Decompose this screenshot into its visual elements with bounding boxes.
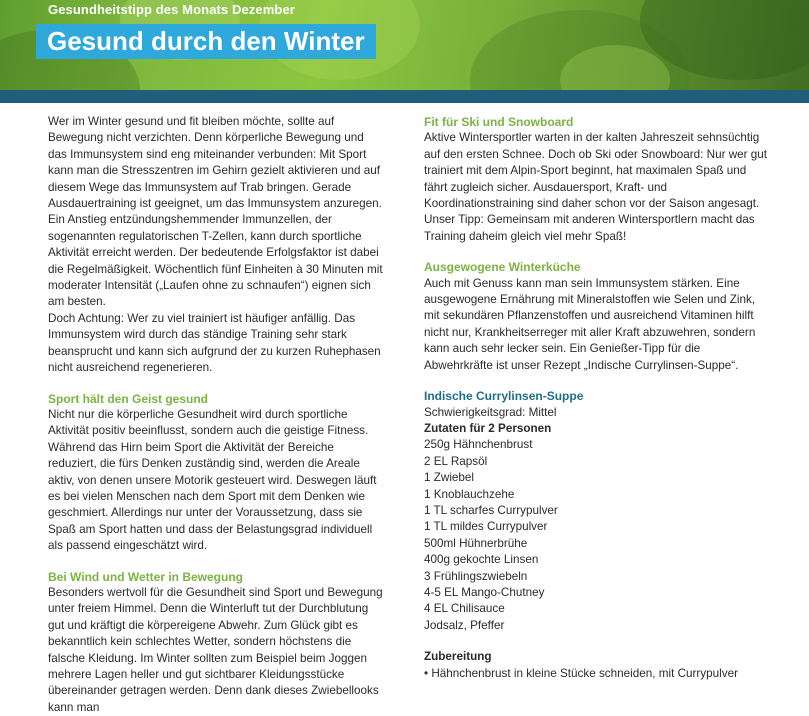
intro-paragraph: Wer im Winter gesund und fit bleiben möchte, sollte auf Bewegung nicht verzichten. Denn körperliche Bewegung und das Immunsystem sind eng miteinander verbunden: Mit Sport kann man die Stresszentren im Gehirn gezielt aktivieren und auf diesem Wege das Immunsystem auf Trab bringen. Gerade Ausdauertraining ist geeignet, um das Immunsystem anzuregen. Ein Anstieg entzündungshemmender Immunzellen, der sogenannten regulatorischen T-Zellen, kann durch sportliche Aktivität erreicht werden. Der bedeutende Erfolgsfaktor ist dabei die Regelmäßigkeit. Wöchentlich fünf Einheiten à 30 Minuten mit moderater Intensität („Laufen ohne zu schnaufen“) eignen sich am besten. (48, 115, 383, 309)
ingredient-item: 1 Knoblauchzehe (424, 487, 515, 501)
header-banner (0, 0, 809, 90)
left-column (48, 114, 383, 716)
ingredient-item: 2 EL Rapsöl (424, 454, 488, 468)
ingredient-item: 250g Hähnchenbrust (424, 438, 533, 452)
right-column (424, 114, 769, 682)
ingredient-item: 1 TL scharfes Currypulver (424, 503, 558, 517)
warning-paragraph: Doch Achtung: Wer zu viel trainiert ist häufiger anfällig. Das Immunsystem wird durch das ständige Training sehr stark beansprucht und kann sich aufgrund der zu kurzen Ruhephasen nicht ausreichend regenerieren. (48, 311, 381, 375)
section-heading-geist: Sport hält den Geist gesund (48, 391, 209, 406)
ingredients-heading: Zutaten für 2 Personen (424, 421, 552, 435)
section-text-geist: Nicht nur die körperliche Gesundheit wird durch sportliche Aktivität positiv beeinflusst, sondern auch die geistige Fitness. Während das Hirn beim Sport die Aktivität der Bereiche reduziert, die fürs Denken zuständig sind, werden die Areale aktiv, von denen unsere Motorik gesteuert wird. Deswegen läuft es bei vielen Menschen nach dem Sport mit dem Denken wie geschmiert. Allerdings nur unter der Voraussetzung, dass sie Spaß am Sport hatten und dass der Belastungsgrad individuell als passend eingeschätzt wird. (48, 407, 377, 553)
section-heading-winterkueche: Ausgewogene Winterküche (424, 260, 581, 275)
recipe-difficulty: Schwierigkeitsgrad: Mittel (424, 405, 557, 419)
preparation-heading: Zubereitung (424, 650, 492, 664)
ingredient-item: 1 Zwiebel (424, 471, 475, 485)
ingredient-item: 1 TL mildes Currypulver (424, 520, 548, 534)
ingredient-item: 4 EL Chilisauce (424, 602, 505, 616)
recipe-heading: Indische Currylinsen-Suppe (424, 389, 584, 404)
ingredient-item: Jodsalz, Pfeffer (424, 618, 505, 632)
recipe-spacer (424, 634, 769, 649)
header-subtitle: Gesundheitstipp des Monats Dezember (48, 2, 295, 17)
section-heading-ski: Fit für Ski und Snowboard (424, 115, 574, 129)
section-heading-wind-wetter: Bei Wind und Wetter in Bewegung (48, 569, 243, 584)
page-title: Gesund durch den Winter (36, 24, 376, 59)
ingredient-item: 3 Frühlingszwiebeln (424, 569, 528, 583)
section-text-ski: Aktive Wintersportler warten in der kalten Jahreszeit sehnsüchtig auf den ersten Schnee. Doch ob Ski oder Snowboard: Nur wer gut trainiert mit dem Alpin-Sport beginnt, hat maximalen Spaß und fährt zugleich sicher. Ausdauersport, Kraft- und Koordinationstraining sind daher schon vor der Saison angesagt. Unser Tipp: Gemeinsam mit anderen Wintersportlern macht das Training daheim gleich viel mehr Spaß! (424, 131, 768, 243)
ingredient-item: 400g gekochte Linsen (424, 553, 539, 567)
header-divider (0, 90, 809, 103)
section-text-winterkueche: Auch mit Genuss kann man sein Immunsystem stärken. Eine ausgewogene Ernährung mit Mineralstoffen wie Selen und Zink, mit sekundären Pflanzenstoffen und ausreichend Vitaminen hilft nicht nur, Krankheitserreger mit aller Kraft abzuwehren, sondern kann auch sehr lecker sein. Ein Genießer-Tipp für die Abwehrkräfte ist unser Rezept „Indische Currylinsen-Suppe“. (424, 276, 756, 372)
ingredient-item: 4-5 EL Mango-Chutney (424, 585, 545, 599)
ingredient-item: 500ml Hühnerbrühe (424, 536, 528, 550)
section-text-wind-wetter: Besonders wertvoll für die Gesundheit sind Sport und Bewegung unter freiem Himmel. Denn die Winterluft tut der Durchblutung gut und kräftigt die körpereigene Abwehr. Zum Glück gibt es bekanntlich kein schlechtes Wetter, sondern höchstens die falsche Kleidung. Im Winter sollten zum Beispiel beim Joggen mehrere Lagen heller und gut sichtbarer Kleidungsstücke übereinander getragen werden. Denn dank dieses Zwiebellooks kann man (48, 585, 383, 714)
preparation-step: • Hähnchenbrust in kleine Stücke schneiden, mit Currypulver (424, 666, 738, 680)
